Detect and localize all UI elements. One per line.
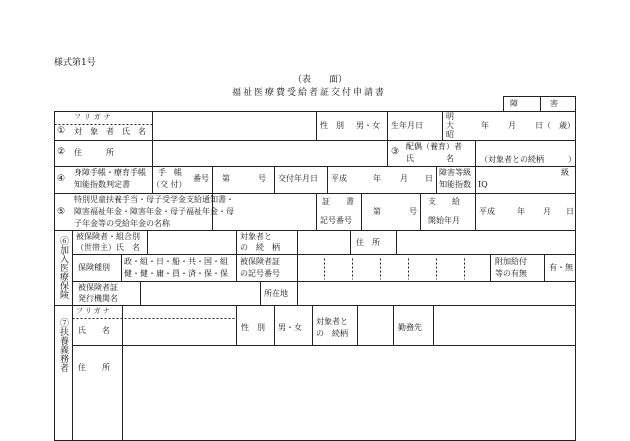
- issuer-label-2: 発行機関名: [78, 294, 118, 303]
- handbook-dai: 第: [222, 174, 230, 183]
- form-number: 様式第1号: [54, 58, 96, 68]
- issuer-label-1: 被保険者証: [78, 283, 118, 292]
- issue-month: 月: [400, 174, 408, 183]
- relation-note: （対象者との続柄 ）: [480, 155, 576, 164]
- insured-label-1: 被保険者・組合別: [76, 232, 140, 241]
- address-field[interactable]: [154, 142, 386, 165]
- guardian-address-label: 住 所: [78, 363, 110, 372]
- issue-day: 日: [425, 174, 433, 183]
- guardian-relation-label-1: 対象者と: [316, 317, 348, 326]
- cert-label-2: 記号番号: [320, 216, 352, 225]
- category-label: 障 害: [510, 99, 560, 108]
- guardian-address-field[interactable]: [124, 347, 574, 439]
- start-label-1: 支 給: [428, 197, 460, 206]
- applicant-name-field[interactable]: [154, 113, 314, 139]
- guardian-relation-label-2: の 続柄: [316, 329, 348, 338]
- furigana-label: フリガナ: [74, 113, 114, 121]
- techo-label-2: （交 付）: [152, 180, 187, 189]
- era-meiji[interactable]: 明: [446, 112, 454, 121]
- cert-dai: 第: [373, 207, 381, 216]
- insurance-type-label: 保険種別: [78, 263, 110, 272]
- row3-number: ③: [391, 147, 400, 157]
- start-heisei: 平成: [479, 207, 495, 216]
- applicant-name-label: 対 象 者 氏 名: [74, 127, 146, 136]
- insured-address-label: 住 所: [356, 238, 380, 247]
- dob-label: 生年月日: [391, 121, 423, 130]
- insurance-section-label: ⑥加入医療保険: [58, 236, 68, 299]
- insured-label-2: （世帯主）氏 名: [76, 243, 140, 252]
- card-number-label-2: の記号番号: [240, 269, 280, 278]
- spouse-label-1: 配偶（養育）者: [406, 142, 462, 151]
- handbook-number-label: 番号: [193, 174, 209, 183]
- grade-iq: IQ: [478, 180, 488, 189]
- spouse-label-2: 氏 名: [406, 154, 454, 163]
- pension-label-2: 障害福祉年金・障害年金・母子福祉年金・母: [74, 207, 234, 216]
- pension-label-3: 子年金等の受給年金の名称: [74, 219, 170, 228]
- insurance-types-row-2[interactable]: 健・健・庸・員・済・保・保: [124, 269, 228, 278]
- insurance-types-row-1[interactable]: 政・組・日・船・共・国・組: [124, 257, 228, 266]
- start-label-2: 開始年月: [428, 216, 460, 225]
- benefit-options[interactable]: 有・無: [549, 263, 573, 272]
- row4-number: ④: [57, 174, 66, 184]
- dob-day-age: 日（ 歳）: [535, 121, 575, 130]
- card-number-label-1: 被保険者証: [240, 257, 280, 266]
- address-label: 住 所: [74, 148, 114, 157]
- dob-month: 月: [508, 121, 516, 130]
- guardian-section-label: ⑦扶養義務者: [58, 318, 68, 372]
- start-day: 日: [566, 207, 574, 216]
- issue-heisei: 平成: [331, 174, 347, 183]
- issuer-location-label: 所在地: [264, 289, 288, 298]
- form-side-label: （表 面）: [293, 75, 348, 85]
- handbook-go: 号: [258, 174, 266, 183]
- pension-name-field[interactable]: [214, 195, 315, 229]
- sex-options[interactable]: 男・女: [356, 121, 380, 130]
- insured-relation-label-2: の 続 柄: [240, 243, 280, 252]
- era-showa[interactable]: 昭: [446, 130, 454, 139]
- row2-number: ②: [57, 147, 66, 157]
- grade-kyu: 級: [561, 168, 569, 177]
- guardian-sex-options[interactable]: 男・女: [278, 323, 302, 332]
- grade-label-1: 障害等級: [439, 168, 471, 177]
- cert-go: 号: [409, 207, 417, 216]
- row1-number: ①: [57, 126, 66, 136]
- dob-year: 年: [481, 121, 489, 130]
- era-taisho[interactable]: 大: [446, 121, 454, 130]
- handbook-label-1: 身障手帳・療育手帳: [74, 168, 146, 177]
- issue-year: 年: [373, 174, 381, 183]
- form-title: 福祉医療費受給者証交付申請書: [232, 88, 387, 98]
- guardian-name-label: 氏 名: [78, 326, 110, 335]
- sex-label: 性 別: [320, 121, 344, 130]
- pension-label-1: 特別児童扶養手当・母子受学金支給通知書・: [74, 195, 234, 204]
- start-month: 月: [543, 207, 551, 216]
- start-year: 年: [517, 207, 525, 216]
- guardian-name-field[interactable]: [124, 320, 235, 344]
- insured-relation-label-1: 対象者と: [240, 232, 272, 241]
- techo-label-1: 手 帳: [158, 168, 182, 177]
- grade-label-2: 知能指数: [439, 180, 471, 189]
- guardian-sex-label: 性 別: [241, 323, 265, 332]
- guardian-furigana-label: フリガナ: [76, 307, 112, 315]
- insured-name-field[interactable]: [149, 232, 235, 253]
- handbook-label-2: 知能指数判定書: [74, 180, 130, 189]
- guardian-work-label: 勤務先: [398, 323, 422, 332]
- benefit-label-2: 等の有無: [495, 269, 527, 278]
- benefit-label-1: 附加給付: [495, 257, 527, 266]
- issue-date-label: 交付年月日: [278, 174, 318, 183]
- cert-label-1: 証 書: [322, 197, 354, 206]
- row5-number: ⑤: [57, 207, 66, 217]
